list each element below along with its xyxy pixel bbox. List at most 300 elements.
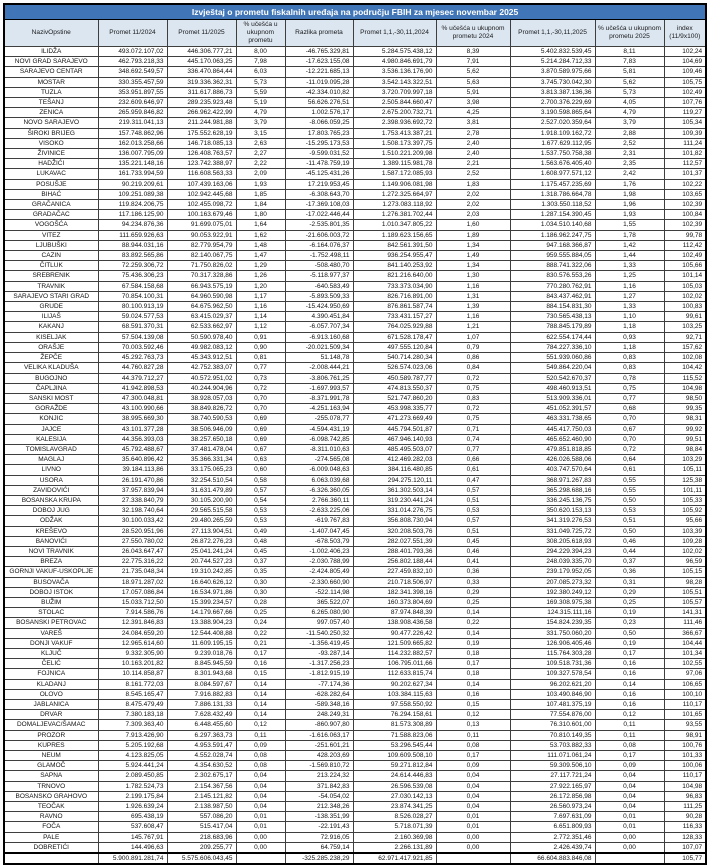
promet-11-2024: 7.914.586,76	[98, 608, 167, 618]
municipality-name: ČAPLJINA	[4, 383, 98, 393]
promet-11-2025: 62.533.662,97	[167, 322, 236, 332]
pct-ucesca-2025: 5,81	[595, 67, 664, 77]
promet-ytd-2025: 2.527.020.359,64	[510, 118, 595, 128]
promet-ytd-2025: 551.939.060,86	[510, 353, 595, 363]
table-row	[4, 302, 706, 312]
razlika-prometa: -678.503,79	[285, 536, 353, 546]
pct-ucesca-2025: 0,70	[595, 414, 664, 424]
index-value: 99,51	[664, 434, 706, 444]
razlika-prometa: -17.022.446,44	[285, 210, 353, 220]
promet-ytd-2024: 526.574.023,06	[353, 363, 436, 373]
razlika-prometa: -15.295.173,53	[285, 138, 353, 148]
pct-ucesca-2025: 0,04	[595, 781, 664, 791]
municipality-name: BUŽIM	[4, 597, 98, 607]
pct-ucesca: 0,35	[236, 567, 285, 577]
promet-11-2024: 2.089.450,85	[98, 771, 167, 781]
promet-ytd-2024: 27.030.142,13	[353, 791, 436, 801]
promet-11-2025: 2.138.987,50	[167, 802, 236, 812]
promet-ytd-2024: 1.276.381.702,44	[353, 210, 436, 220]
total-pct-ucesca-2024	[436, 853, 510, 864]
pct-ucesca-2025: 0,11	[595, 720, 664, 730]
promet-11-2024: 7.309.363,40	[98, 720, 167, 730]
table-row	[4, 659, 706, 669]
promet-11-2025: 4.354.630,52	[167, 761, 236, 771]
municipality-name: KAKANJ	[4, 322, 98, 332]
municipality-name: KREŠEVO	[4, 526, 98, 536]
pct-ucesca-2025: 0,14	[595, 679, 664, 689]
municipality-name: TRNOVO	[4, 781, 98, 791]
promet-11-2025: 211.244.981,88	[167, 118, 236, 128]
municipality-name: SAPNA	[4, 771, 98, 781]
index-value: 112,57	[664, 159, 706, 169]
pct-ucesca-2024: 0,14	[436, 628, 510, 638]
promet-ytd-2024: 841.140.253,92	[353, 261, 436, 271]
pct-ucesca: 0,45	[236, 546, 285, 556]
pct-ucesca-2025: 0,17	[595, 648, 664, 658]
index-value: 128,33	[664, 832, 706, 842]
index-value: 102,08	[664, 353, 706, 363]
razlika-prometa: 4.390.451,84	[285, 312, 353, 322]
promet-ytd-2025: 77.554.876,00	[510, 710, 595, 720]
index-value: 109,39	[664, 128, 706, 138]
promet-ytd-2024: 138.908.436,58	[353, 618, 436, 628]
promet-ytd-2025: 103.490.846,90	[510, 689, 595, 699]
razlika-prometa: -17.623.155,08	[285, 57, 353, 67]
table-row	[4, 363, 706, 373]
pct-ucesca: 0,25	[236, 608, 285, 618]
pct-ucesca-2024: 0,45	[436, 536, 510, 546]
promet-11-2025: 102.942.445,68	[167, 189, 236, 199]
promet-ytd-2024: 282.027.551,39	[353, 536, 436, 546]
promet-ytd-2025: 5.402.832.539,45	[510, 47, 595, 57]
promet-11-2024: 119.824.206,75	[98, 200, 167, 210]
table-row	[4, 434, 706, 444]
promet-11-2025: 7.628.432,49	[167, 710, 236, 720]
promet-ytd-2025: 294.229.394,23	[510, 546, 595, 556]
promet-11-2024: 117.186.125,90	[98, 210, 167, 220]
table-row	[4, 149, 706, 159]
table-row	[4, 47, 706, 57]
promet-11-2025: 515.417,04	[167, 822, 236, 832]
table-row	[4, 526, 706, 536]
pct-ucesca: 0,30	[236, 577, 285, 587]
municipality-name: TEOČAK	[4, 802, 98, 812]
promet-11-2025: 27.113.904,51	[167, 526, 236, 536]
pct-ucesca-2024: 0,79	[436, 342, 510, 352]
promet-11-2025: 35.366.331,34	[167, 455, 236, 465]
table-row	[4, 230, 706, 240]
pct-ucesca-2024: 0,04	[436, 771, 510, 781]
pct-ucesca: 1,93	[236, 179, 285, 189]
table-row	[4, 240, 706, 250]
pct-ucesca: 1,48	[236, 240, 285, 250]
pct-ucesca-2025: 0,44	[595, 546, 664, 556]
promet-ytd-2025: 96.202.621,20	[510, 679, 595, 689]
promet-ytd-2025: 1.287.154.390,45	[510, 210, 595, 220]
promet-11-2024: 109.251.089,38	[98, 189, 167, 199]
promet-11-2024: 161.733.994,59	[98, 169, 167, 179]
promet-ytd-2024: 53.296.545,44	[353, 740, 436, 750]
pct-ucesca: 0,69	[236, 434, 285, 444]
pct-ucesca: 0,14	[236, 679, 285, 689]
municipality-name: ILIJAŠ	[4, 312, 98, 322]
promet-ytd-2025: 730.565.438,13	[510, 312, 595, 322]
promet-11-2025: 100.163.679,46	[167, 210, 236, 220]
municipality-name: KISELJAK	[4, 332, 98, 342]
municipality-name: GRADAČAC	[4, 210, 98, 220]
promet-11-2024: 44.760.827,28	[98, 363, 167, 373]
pct-ucesca: 0,12	[236, 720, 285, 730]
promet-11-2025: 45.343.912,51	[167, 353, 236, 363]
pct-ucesca: 4,79	[236, 108, 285, 118]
promet-11-2025: 38.740.590,53	[167, 414, 236, 424]
table-row	[4, 67, 706, 77]
promet-ytd-2025: 115.764.303,28	[510, 648, 595, 658]
index-value: 107,76	[664, 98, 706, 108]
promet-11-2025: 40.572.951,02	[167, 373, 236, 383]
table-row	[4, 740, 706, 750]
promet-11-2025: 15.399.234,57	[167, 597, 236, 607]
municipality-name: GLAMOČ	[4, 761, 98, 771]
razlika-prometa: 56.626.276,51	[285, 98, 353, 108]
pct-ucesca-2025: 1,27	[595, 291, 664, 301]
promet-11-2025: 2.302.675,17	[167, 771, 236, 781]
pct-ucesca-2025: 3,79	[595, 118, 664, 128]
promet-ytd-2024: 733.431.157,27	[353, 312, 436, 322]
pct-ucesca-2024: 2,52	[436, 169, 510, 179]
pct-ucesca: 0,73	[236, 373, 285, 383]
promet-11-2024: 135.221.148,16	[98, 159, 167, 169]
promet-ytd-2025: 53.703.882,33	[510, 740, 595, 750]
promet-ytd-2024: 81.573.308,89	[353, 720, 436, 730]
pct-ucesca-2025: 0,61	[595, 465, 664, 475]
table-row	[4, 546, 706, 556]
municipality-name: SREBRENIK	[4, 271, 98, 281]
municipality-name: DOBOJ ISTOK	[4, 587, 98, 597]
razlika-prometa: -5.118.977,37	[285, 271, 353, 281]
pct-ucesca-2024: 0,74	[436, 434, 510, 444]
promet-11-2025: 14.179.667,66	[167, 608, 236, 618]
promet-11-2024: 38.995.669,30	[98, 414, 167, 424]
table-row	[4, 812, 706, 822]
promet-11-2025: 19.310.242,85	[167, 567, 236, 577]
promet-ytd-2025: 26.560.973,24	[510, 802, 595, 812]
index-value: 105,51	[664, 587, 706, 597]
index-value: 105,92	[664, 506, 706, 516]
promet-11-2025: 446.306.777,21	[167, 47, 236, 57]
razlika-prometa: -628.282,64	[285, 689, 353, 699]
promet-11-2024: 41.942.898,53	[98, 383, 167, 393]
index-value: 98,91	[664, 730, 706, 740]
razlika-prometa: -11.540.250,32	[285, 628, 353, 638]
pct-ucesca-2024: 0,47	[436, 475, 510, 485]
pct-ucesca-2025: 0,04	[595, 771, 664, 781]
pct-ucesca-2025: 1,33	[595, 302, 664, 312]
table-row	[4, 618, 706, 628]
municipality-name: NOVO SARAJEVO	[4, 118, 98, 128]
promet-11-2025: 11.609.195,15	[167, 638, 236, 648]
pct-ucesca-2024: 4,25	[436, 108, 510, 118]
promet-11-2024: 80.100.913,19	[98, 302, 167, 312]
promet-ytd-2025: 520.542.670,37	[510, 373, 595, 383]
pct-ucesca-2025: 2,88	[595, 128, 664, 138]
municipality-name: ČITLUK	[4, 261, 98, 271]
pct-ucesca-2025: 0,50	[595, 628, 664, 638]
pct-ucesca-2024: 0,29	[436, 587, 510, 597]
promet-ytd-2025: 959.555.884,05	[510, 251, 595, 261]
index-value: 105,15	[664, 567, 706, 577]
pct-ucesca-2025: 0,77	[595, 393, 664, 403]
promet-11-2024: 90.219.209,61	[98, 179, 167, 189]
promet-11-2025: 6.448.455,60	[167, 720, 236, 730]
pct-ucesca: 0,81	[236, 353, 285, 363]
promet-ytd-2024: 1.189.623.156,65	[353, 230, 436, 240]
index-value: 98,50	[664, 393, 706, 403]
pct-ucesca: 0,04	[236, 771, 285, 781]
index-value: 104,44	[664, 638, 706, 648]
razlika-prometa: -1.616.063,17	[285, 730, 353, 740]
promet-ytd-2025: 549.864.220,04	[510, 363, 595, 373]
pct-ucesca-2024: 2,02	[436, 189, 510, 199]
table-row	[4, 679, 706, 689]
promet-ytd-2024: 3.536.136.176,90	[353, 67, 436, 77]
pct-ucesca-2024: 0,14	[436, 608, 510, 618]
table-row	[4, 648, 706, 658]
municipality-name: POSUŠJE	[4, 179, 98, 189]
table-row	[4, 373, 706, 383]
razlika-prometa: -1.356.419,45	[285, 638, 353, 648]
pct-ucesca: 0,57	[236, 485, 285, 495]
promet-ytd-2024: 3.720.709.997,18	[353, 87, 436, 97]
razlika-prometa: -1.002.406,23	[285, 546, 353, 556]
promet-11-2025: 12.544.408,88	[167, 628, 236, 638]
total-index-value: 105,77	[664, 853, 706, 864]
razlika-prometa: -77.174,36	[285, 679, 353, 689]
promet-ytd-2025: 2.772.351,46	[510, 832, 595, 842]
promet-ytd-2024: 288.401.793,36	[353, 546, 436, 556]
pct-ucesca-2025: 0,01	[595, 822, 664, 832]
index-value: 105,34	[664, 118, 706, 128]
promet-ytd-2025: 513.909.336,01	[510, 393, 595, 403]
razlika-prometa: -46.765.329,81	[285, 47, 353, 57]
pct-ucesca: 0,22	[236, 628, 285, 638]
razlika-prometa: -6.057.707,34	[285, 322, 353, 332]
razlika-prometa: 212.348,26	[285, 802, 353, 812]
pct-ucesca: 0,01	[236, 822, 285, 832]
promet-11-2025: 9.239.018,76	[167, 648, 236, 658]
index-value: 102,02	[664, 291, 706, 301]
pct-ucesca: 1,17	[236, 291, 285, 301]
pct-ucesca-2025: 0,36	[595, 567, 664, 577]
promet-ytd-2025: 341.319.276,53	[510, 516, 595, 526]
promet-ytd-2024: 2.505.844.660,47	[353, 98, 436, 108]
index-value: 116,33	[664, 822, 706, 832]
table-row	[4, 700, 706, 710]
promet-ytd-2025: 3.870.589.975,66	[510, 67, 595, 77]
pct-ucesca-2025: 0,50	[595, 526, 664, 536]
promet-ytd-2024: 5.718.071,39	[353, 822, 436, 832]
index-value: 98,31	[664, 414, 706, 424]
promet-11-2024: 12.965.614,60	[98, 638, 167, 648]
razlika-prometa: 2.766.360,11	[285, 495, 353, 505]
table-row	[4, 281, 706, 291]
promet-11-2024: 5.205.192,68	[98, 740, 167, 750]
municipality-name: DOBOJ JUG	[4, 506, 98, 516]
pct-ucesca-2024: 0,00	[436, 832, 510, 842]
razlika-prometa: -8.311.010,63	[285, 444, 353, 454]
pct-ucesca: 0,54	[236, 495, 285, 505]
promet-ytd-2024: 210.718.506,97	[353, 577, 436, 587]
promet-11-2024: 21.735.048,34	[98, 567, 167, 577]
column-header-razlika-prometa: Razlika prometa	[285, 20, 353, 47]
razlika-prometa: 6.265.080,90	[285, 608, 353, 618]
index-value: 106,65	[664, 679, 706, 689]
index-value: 111,25	[664, 802, 706, 812]
promet-ytd-2024: 764.025.929,88	[353, 322, 436, 332]
pct-ucesca-2024: 1,60	[436, 220, 510, 230]
promet-11-2024: 57.504.139,08	[98, 332, 167, 342]
promet-11-2025: 209.255,77	[167, 842, 236, 853]
promet-11-2025: 82.140.067,75	[167, 251, 236, 261]
table-row	[4, 802, 706, 812]
index-value: 105,57	[664, 597, 706, 607]
razlika-prometa: -508.480,70	[285, 261, 353, 271]
promet-ytd-2025: 26.172.856,98	[510, 791, 595, 801]
pct-ucesca-2025: 4,79	[595, 108, 664, 118]
promet-ytd-2024: 1.753.413.387,21	[353, 128, 436, 138]
promet-ytd-2025: 239.179.952,05	[510, 567, 595, 577]
municipality-name: ŽIVINICE	[4, 149, 98, 159]
promet-ytd-2024: 485.495.503,07	[353, 444, 436, 454]
promet-11-2024: 7.913.426,90	[98, 730, 167, 740]
promet-ytd-2025: 350.620.153,13	[510, 506, 595, 516]
pct-ucesca-2025: 0,75	[595, 383, 664, 393]
pct-ucesca-2024: 0,77	[436, 444, 510, 454]
table-row	[4, 730, 706, 740]
index-value: 95,66	[664, 516, 706, 526]
total-pct-ucesca	[236, 853, 285, 864]
promet-ytd-2025: 207.085.273,32	[510, 577, 595, 587]
table-row	[4, 577, 706, 587]
promet-11-2025: 71.750.826,02	[167, 261, 236, 271]
promet-11-2025: 146.718.085,13	[167, 138, 236, 148]
index-value: 103,25	[664, 322, 706, 332]
pct-ucesca-2024: 0,13	[436, 720, 510, 730]
pct-ucesca: 0,53	[236, 506, 285, 516]
pct-ucesca-2024: 2,21	[436, 159, 510, 169]
pct-ucesca-2025: 0,64	[595, 455, 664, 465]
promet-ytd-2025: 1.608.977.571,12	[510, 169, 595, 179]
municipality-name: BANOVIĆI	[4, 536, 98, 546]
table-row	[4, 557, 706, 567]
promet-11-2025: 64.960.590,98	[167, 291, 236, 301]
promet-ytd-2024: 160.373.804,69	[353, 597, 436, 607]
pct-ucesca-2024: 0,18	[436, 669, 510, 679]
promet-ytd-2024: 114.232.882,57	[353, 648, 436, 658]
table-row	[4, 271, 706, 281]
municipality-name: ČELIĆ	[4, 659, 98, 669]
promet-ytd-2024: 826.716.891,00	[353, 291, 436, 301]
municipality-name: DOMALJEVAC/ŠAMAC	[4, 720, 98, 730]
index-value: 105,66	[664, 261, 706, 271]
pct-ucesca-2024: 1,21	[436, 322, 510, 332]
pct-ucesca-2025: 0,17	[595, 751, 664, 761]
promet-11-2025: 70.317.328,86	[167, 271, 236, 281]
promet-ytd-2024: 412.469.282,03	[353, 455, 436, 465]
promet-ytd-2025: 498.460.913,51	[510, 383, 595, 393]
razlika-prometa: -1.569.810,72	[285, 761, 353, 771]
pct-ucesca-2025: 0,25	[595, 597, 664, 607]
promet-11-2025: 49.982.083,12	[167, 342, 236, 352]
razlika-prometa: 17.803.765,23	[285, 128, 353, 138]
promet-ytd-2025: 331.750.060,20	[510, 628, 595, 638]
pct-ucesca-2024: 1,07	[436, 332, 510, 342]
pct-ucesca-2024: 1,39	[436, 302, 510, 312]
promet-11-2024: 70.854.100,31	[98, 291, 167, 301]
pct-ucesca-2025: 0,19	[595, 638, 664, 648]
municipality-name: OLOVO	[4, 689, 98, 699]
promet-ytd-2024: 471.273.669,49	[353, 414, 436, 424]
pct-ucesca-2024: 0,04	[436, 802, 510, 812]
pct-ucesca: 5,73	[236, 77, 285, 87]
promet-ytd-2024: 936.254.955,47	[353, 251, 436, 261]
promet-ytd-2024: 182.341.398,16	[353, 587, 436, 597]
index-value: 90,28	[664, 812, 706, 822]
promet-11-2025: 25.041.241,24	[167, 546, 236, 556]
pct-ucesca-2025: 7,83	[595, 57, 664, 67]
pct-ucesca: 0,04	[236, 791, 285, 801]
razlika-prometa: 6.063.039,68	[285, 475, 353, 485]
table-row	[4, 751, 706, 761]
municipality-name: VITEZ	[4, 230, 98, 240]
razlika-prometa: 1.002.576,17	[285, 108, 353, 118]
pct-ucesca-2025: 0,16	[595, 669, 664, 679]
column-header-index: index (11/9x100)	[664, 20, 706, 47]
pct-ucesca-2024: 0,57	[436, 516, 510, 526]
pct-ucesca-2025: 0,16	[595, 689, 664, 699]
table-row	[4, 638, 706, 648]
pct-ucesca-2025: 0,51	[595, 516, 664, 526]
table-row	[4, 220, 706, 230]
promet-ytd-2025: 368.971.267,83	[510, 475, 595, 485]
pct-ucesca: 0,00	[236, 832, 285, 842]
column-header-row	[4, 20, 706, 47]
table-row	[4, 791, 706, 801]
pct-ucesca-2024: 0,01	[436, 822, 510, 832]
pct-ucesca-2025: 0,83	[595, 363, 664, 373]
razlika-prometa: -2.535.801,35	[285, 220, 353, 230]
pct-ucesca-2025: 1,93	[595, 210, 664, 220]
promet-11-2024: 4.123.825,05	[98, 751, 167, 761]
pct-ucesca-2024: 0,19	[436, 638, 510, 648]
promet-11-2024: 67.584.158,68	[98, 281, 167, 291]
index-value: 99,61	[664, 312, 706, 322]
promet-ytd-2024: 76.294.158,61	[353, 710, 436, 720]
promet-ytd-2025: 830.576.553,26	[510, 271, 595, 281]
promet-ytd-2024: 1.510.221.209,98	[353, 149, 436, 159]
promet-ytd-2025: 770.280.762,91	[510, 281, 595, 291]
promet-11-2024: 30.100.033,42	[98, 516, 167, 526]
promet-11-2024: 43.101.377,28	[98, 424, 167, 434]
index-value: 102,49	[664, 87, 706, 97]
promet-ytd-2024: 1.389.115.981,78	[353, 159, 436, 169]
pct-ucesca-2024: 0,08	[436, 740, 510, 750]
pct-ucesca-2025: 2,42	[595, 169, 664, 179]
pct-ucesca: 0,04	[236, 802, 285, 812]
municipality-name: BREZA	[4, 557, 98, 567]
index-value: 96,59	[664, 557, 706, 567]
razlika-prometa: 51.148,78	[285, 353, 353, 363]
